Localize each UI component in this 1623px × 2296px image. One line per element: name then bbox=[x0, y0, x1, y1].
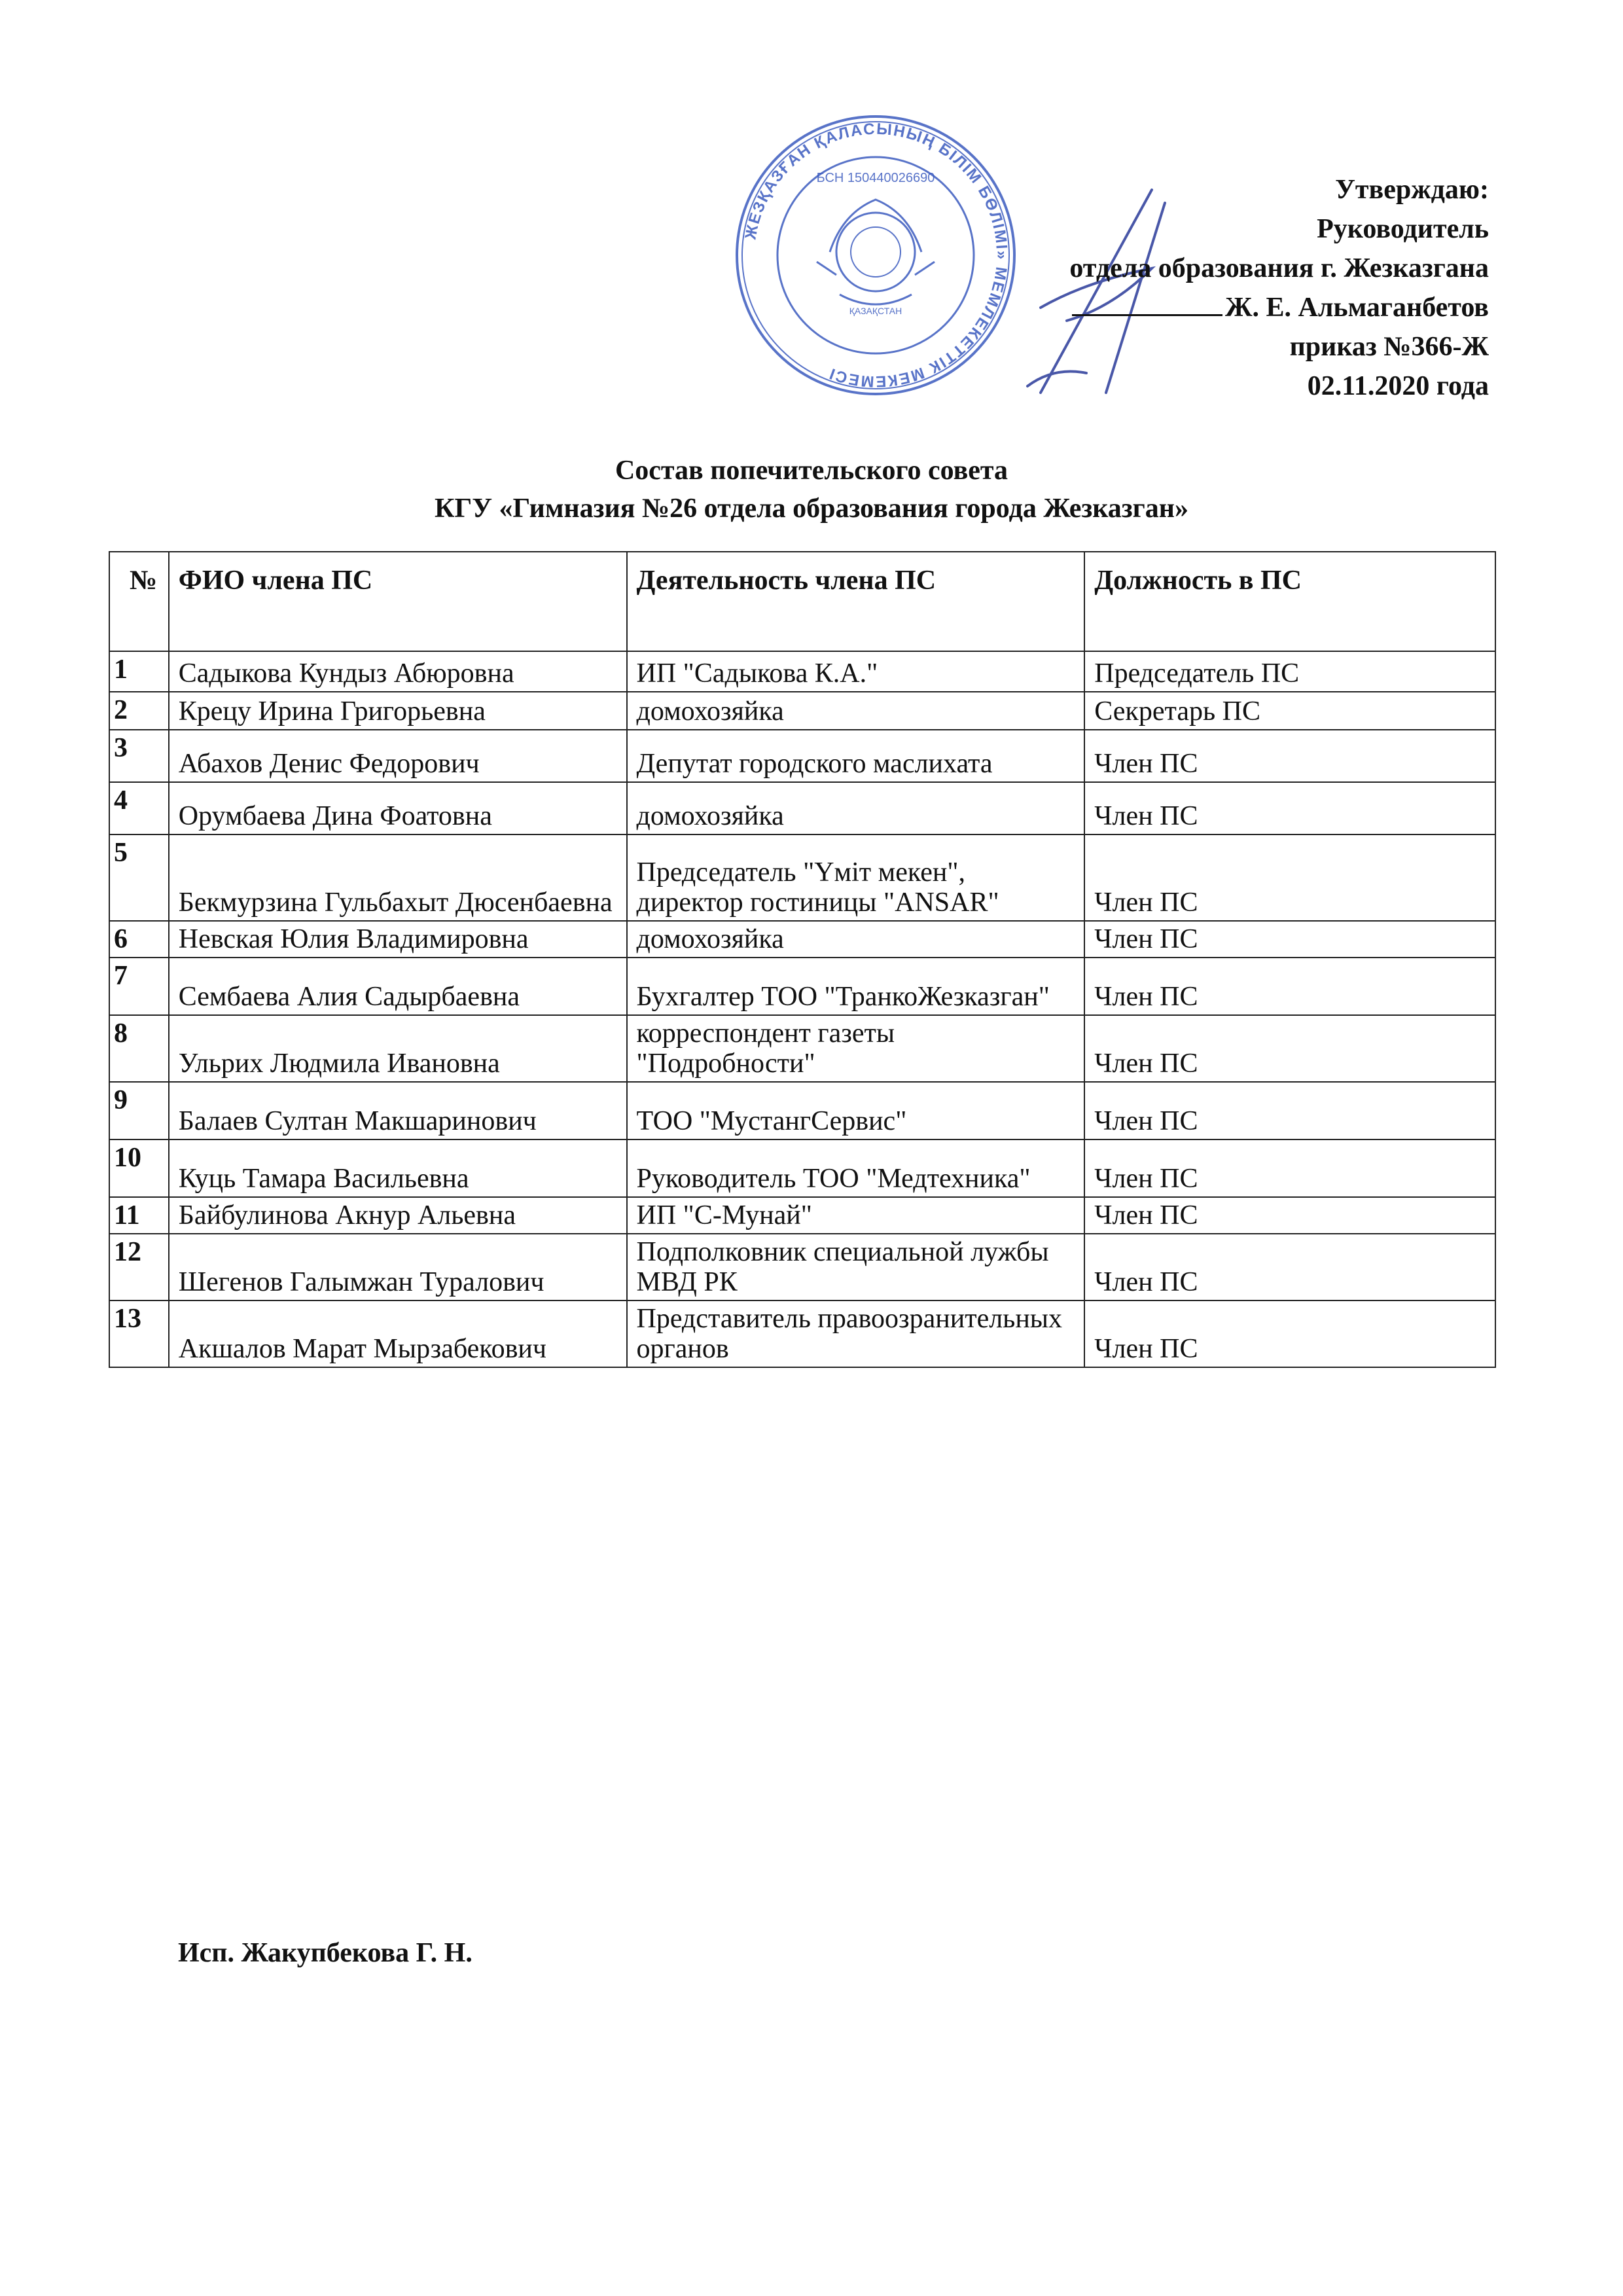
member-activity: домохозяйка bbox=[627, 782, 1085, 834]
row-number: 7 bbox=[109, 958, 169, 1015]
member-name: Абахов Денис Федорович bbox=[169, 730, 627, 782]
member-role: Член ПС bbox=[1084, 1082, 1495, 1139]
document-title bbox=[0, 452, 1623, 528]
official-stamp bbox=[732, 111, 1020, 399]
member-name: Ульрих Людмила Ивановна bbox=[169, 1015, 627, 1082]
title-line-2: КГУ «Гимназия №26 отдела образования города Жезказган» bbox=[435, 493, 1188, 524]
approval-label: Утверждаю: bbox=[1335, 175, 1489, 205]
svg-text:ЖЕЗҚАЗҒАН ҚАЛАСЫНЫҢ БІЛІМ БӨЛІ: ЖЕЗҚАЗҒАН ҚАЛАСЫНЫҢ БІЛІМ БӨЛІМІ» МЕМЛЕКЕТТІК МЕКЕМЕСІ bbox=[741, 120, 1011, 391]
member-activity: ИП "С-Мунай" bbox=[627, 1197, 1085, 1234]
signature-line bbox=[1072, 292, 1222, 316]
member-activity: Депутат городского маслихата bbox=[627, 730, 1085, 782]
member-name: Шегенов Галымжан Туралович bbox=[169, 1234, 627, 1300]
table-row bbox=[109, 1300, 1495, 1367]
member-role: Член ПС bbox=[1084, 834, 1495, 921]
row-number: 9 bbox=[109, 1082, 169, 1139]
table-row bbox=[109, 1082, 1495, 1139]
table-header-row bbox=[109, 552, 1495, 651]
member-name: Орумбаева Дина Фоатовна bbox=[169, 782, 627, 834]
member-name: Невская Юлия Владимировна bbox=[169, 921, 627, 958]
member-role: Член ПС bbox=[1084, 1234, 1495, 1300]
member-activity: ТОО "МустангСервис" bbox=[627, 1082, 1085, 1139]
table-row bbox=[109, 692, 1495, 730]
member-activity: Председатель "Үміт мекен", директор гостиницы "ANSAR" bbox=[627, 834, 1085, 921]
member-role: Член ПС bbox=[1084, 921, 1495, 958]
approval-date: 02.11.2020 года bbox=[1307, 371, 1489, 401]
row-number: 4 bbox=[109, 782, 169, 834]
member-role: Член ПС bbox=[1084, 782, 1495, 834]
member-activity: Руководитель ТОО "Медтехника" bbox=[627, 1139, 1085, 1197]
member-role: Председатель ПС bbox=[1084, 651, 1495, 692]
table-row bbox=[109, 1139, 1495, 1197]
approval-order: приказ №366-Ж bbox=[1289, 332, 1489, 362]
member-activity: Бухгалтер ТОО "ТранкоЖезказган" bbox=[627, 958, 1085, 1015]
row-number: 5 bbox=[109, 834, 169, 921]
title-line-1: Состав попечительского совета bbox=[615, 456, 1008, 486]
members-table-body bbox=[109, 651, 1495, 1367]
row-number: 2 bbox=[109, 692, 169, 730]
header-number: № bbox=[109, 552, 169, 651]
member-activity: домохозяйка bbox=[627, 692, 1085, 730]
member-name: Садыкова Кундыз Абюровна bbox=[169, 651, 627, 692]
member-role: Член ПС bbox=[1084, 730, 1495, 782]
table-row bbox=[109, 1197, 1495, 1234]
approval-signer-line bbox=[1069, 288, 1489, 327]
row-number: 8 bbox=[109, 1015, 169, 1082]
table-row bbox=[109, 1234, 1495, 1300]
member-name: Сембаева Алия Садырбаевна bbox=[169, 958, 627, 1015]
member-name: Байбулинова Акнур Альевна bbox=[169, 1197, 627, 1234]
header-role: Должность в ПС bbox=[1084, 552, 1495, 651]
table-row bbox=[109, 921, 1495, 958]
approval-block bbox=[1069, 170, 1489, 406]
member-role: Член ПС bbox=[1084, 1300, 1495, 1367]
member-activity: домохозяйка bbox=[627, 921, 1085, 958]
member-role: Член ПС bbox=[1084, 1015, 1495, 1082]
member-name: Акшалов Марат Мырзабекович bbox=[169, 1300, 627, 1367]
row-number: 1 bbox=[109, 651, 169, 692]
member-activity: Подполковник специальной лужбы МВД РК bbox=[627, 1234, 1085, 1300]
svg-text:БСН 150440026690: БСН 150440026690 bbox=[816, 171, 935, 185]
member-activity: ИП "Садыкова К.А." bbox=[627, 651, 1085, 692]
row-number: 3 bbox=[109, 730, 169, 782]
row-number: 10 bbox=[109, 1139, 169, 1197]
member-role: Член ПС bbox=[1084, 958, 1495, 1015]
table-row bbox=[109, 1015, 1495, 1082]
member-role: Секретарь ПС bbox=[1084, 692, 1495, 730]
table-row bbox=[109, 730, 1495, 782]
member-name: Куць Тамара Васильевна bbox=[169, 1139, 627, 1197]
row-number: 11 bbox=[109, 1197, 169, 1234]
member-activity: Представитель правоозранительных органов bbox=[627, 1300, 1085, 1367]
table-row bbox=[109, 834, 1495, 921]
table-row bbox=[109, 782, 1495, 834]
approval-department: отдела образования г. Жезказгана bbox=[1069, 253, 1489, 283]
member-name: Бекмурзина Гульбахыт Дюсенбаевна bbox=[169, 834, 627, 921]
members-table bbox=[109, 551, 1496, 1368]
header-activity: Деятельность члена ПС bbox=[627, 552, 1085, 651]
header-name: ФИО члена ПС bbox=[169, 552, 627, 651]
row-number: 6 bbox=[109, 921, 169, 958]
table-row bbox=[109, 651, 1495, 692]
approval-signer: Ж. Е. Альмаганбетов bbox=[1224, 293, 1489, 323]
executor-note: Исп. Жакупбекова Г. Н. bbox=[178, 1938, 473, 1968]
row-number: 12 bbox=[109, 1234, 169, 1300]
member-role: Член ПС bbox=[1084, 1197, 1495, 1234]
member-name: Крецу Ирина Григорьевна bbox=[169, 692, 627, 730]
member-name: Балаев Султан Макшаринович bbox=[169, 1082, 627, 1139]
member-activity: корреспондент газеты "Подробности" bbox=[627, 1015, 1085, 1082]
approval-position: Руководитель bbox=[1317, 214, 1489, 244]
table-row bbox=[109, 958, 1495, 1015]
row-number: 13 bbox=[109, 1300, 169, 1367]
member-role: Член ПС bbox=[1084, 1139, 1495, 1197]
svg-text:ҚАЗАҚСТАН: ҚАЗАҚСТАН bbox=[849, 306, 902, 316]
